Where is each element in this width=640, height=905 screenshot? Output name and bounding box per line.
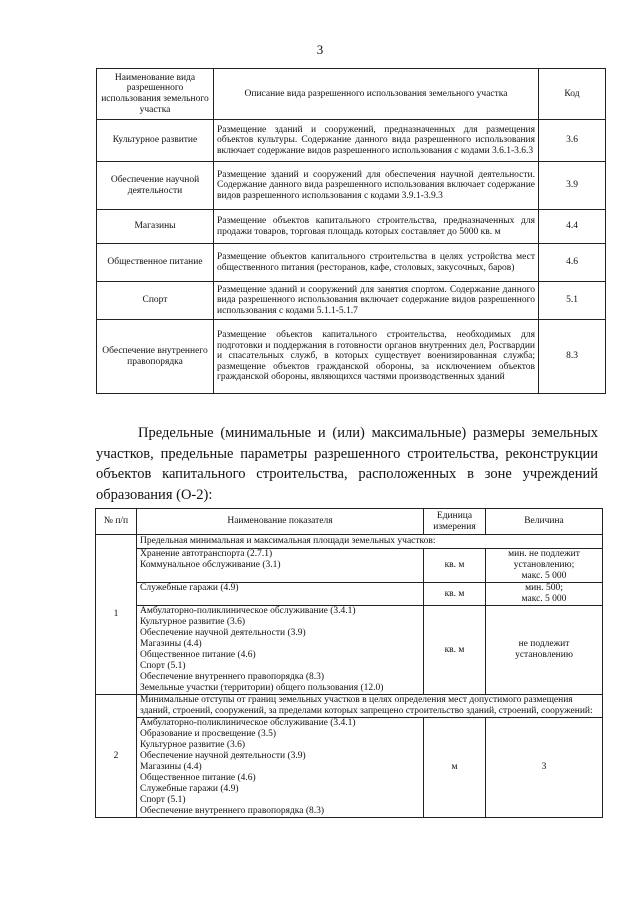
use-name: Спорт bbox=[97, 282, 214, 320]
table-row bbox=[97, 320, 606, 394]
header-description: Описание вида разрешенного использования земельного участка bbox=[214, 69, 539, 120]
section-number: 2 bbox=[96, 695, 137, 818]
unit: м bbox=[424, 718, 486, 818]
indicator-item: Обеспечение внутреннего правопорядка (8.3) bbox=[140, 672, 325, 682]
value bbox=[486, 718, 603, 818]
unit: кв. м bbox=[424, 583, 486, 606]
section-title: Минимальные отступы от границ земельных участков в целях определения мест допустимого размещения зданий, строений, сооружений, за пределами которых запрещено строительство зданий, строений, сооружений: bbox=[137, 695, 603, 718]
indicator-item: Общественное питание (4.6) bbox=[140, 650, 256, 660]
unit: кв. м bbox=[424, 606, 486, 695]
value-line: мин. не подлежит bbox=[508, 549, 580, 559]
use-description: Размещение объектов капитального строительства, необходимых для подготовки и поддержания в готовности органов внутренних дел, Росгвардии и спасательных служб, в которых существует военизированная служба; размещение объектов гражданской обороны, за исключением объектов гражданской обороны, являющихся частями производственных зданий bbox=[214, 320, 539, 394]
page-number: 3 bbox=[316, 42, 324, 57]
zone-parameters-paragraph: Предельные (минимальные и (или) максимальные) размеры земельных участков, предельные параметры разрешенного строительства, реконструкции объектов капитального строительства, расположенных в зоне учреждений образования (О-2): bbox=[96, 425, 598, 503]
indicator-item: Коммунальное обслуживание (3.1) bbox=[140, 560, 281, 570]
indicator-item: Культурное развитие (3.6) bbox=[140, 740, 246, 750]
value bbox=[486, 549, 603, 583]
table-row bbox=[97, 210, 606, 244]
value-line: не подлежит bbox=[518, 639, 570, 649]
indicator-item: Служебные гаражи (4.9) bbox=[140, 784, 239, 794]
indicator-item: Хранение автотранспорта (2.7.1) bbox=[140, 549, 273, 559]
header-name: Наименование вида разрешенного использования земельного участка bbox=[97, 69, 214, 120]
indicator-list bbox=[137, 583, 424, 606]
table-row bbox=[97, 282, 606, 320]
indicator-item: Спорт (5.1) bbox=[140, 661, 186, 671]
use-description: Размещение зданий и сооружений, предназначенных для размещения объектов культуры. Содержание данного вида разрешенного использования включает содержание видов разрешенного использования с кодами 3.6.1-3.6.3 bbox=[214, 120, 539, 162]
use-code: 8.3 bbox=[539, 320, 606, 394]
header-indicator: Наименование показателя bbox=[137, 509, 424, 535]
table-row bbox=[97, 244, 606, 282]
header-unit: Единица измерения bbox=[424, 509, 486, 535]
section-number: 1 bbox=[96, 535, 137, 695]
indicator-item: Обеспечение научной деятельности (3.9) bbox=[140, 628, 306, 638]
value bbox=[486, 606, 603, 695]
indicator-item: Обеспечение внутреннего правопорядка (8.3) bbox=[140, 806, 325, 816]
header-value: Величина bbox=[486, 509, 603, 535]
land-use-table bbox=[96, 68, 606, 394]
unit: кв. м bbox=[424, 549, 486, 583]
indicator-item: Спорт (5.1) bbox=[140, 795, 186, 805]
indicator-item: Образование и просвещение (3.5) bbox=[140, 729, 277, 739]
use-code: 3.9 bbox=[539, 162, 606, 210]
indicator-item: Магазины (4.4) bbox=[140, 762, 202, 772]
use-name: Обеспечение научной деятельности bbox=[97, 162, 214, 210]
table-row bbox=[96, 606, 603, 695]
use-code: 4.4 bbox=[539, 210, 606, 244]
value-line: установлению bbox=[515, 650, 573, 660]
header-number: № п/п bbox=[96, 509, 137, 535]
use-name: Общественное питание bbox=[97, 244, 214, 282]
table-row bbox=[96, 583, 603, 606]
indicator-item: Амбулаторно-поликлиническое обслуживание (3.4.1) bbox=[140, 606, 356, 616]
section-row bbox=[96, 535, 603, 549]
use-name: Магазины bbox=[97, 210, 214, 244]
table-row bbox=[97, 162, 606, 210]
indicator-item: Обеспечение научной деятельности (3.9) bbox=[140, 751, 306, 761]
table-row bbox=[97, 120, 606, 162]
use-name: Обеспечение внутреннего правопорядка bbox=[97, 320, 214, 394]
indicator-item: Культурное развитие (3.6) bbox=[140, 617, 246, 627]
indicator-item: Общественное питание (4.6) bbox=[140, 773, 256, 783]
value-line: 3 bbox=[541, 762, 547, 772]
value-line: макс. 5 000 bbox=[521, 571, 567, 581]
use-code: 4.6 bbox=[539, 244, 606, 282]
indicator-item: Магазины (4.4) bbox=[140, 639, 202, 649]
table-row bbox=[96, 549, 603, 583]
use-description: Размещение зданий и сооружений для занятия спортом. Содержание данного вида разрешенного использования включает содержание видов разрешенного использования с кодами 5.1.1-5.1.7 bbox=[214, 282, 539, 320]
indicator-list bbox=[137, 549, 424, 583]
indicator-item: Амбулаторно-поликлиническое обслуживание (3.4.1) bbox=[140, 718, 356, 728]
value-line: установлению; bbox=[513, 560, 575, 570]
use-description: Размещение объектов капитального строительства, предназначенных для продажи товаров, торговая площадь которых составляет до 5000 кв. м bbox=[214, 210, 539, 244]
header-code: Код bbox=[539, 69, 606, 120]
table-row bbox=[96, 718, 603, 818]
indicator-list bbox=[137, 718, 424, 818]
section-title: Предельная минимальная и максимальная площади земельных участков: bbox=[137, 535, 603, 549]
use-name: Культурное развитие bbox=[97, 120, 214, 162]
indicator-list bbox=[137, 606, 424, 695]
value-line: макс. 5 000 bbox=[521, 594, 567, 604]
use-code: 5.1 bbox=[539, 282, 606, 320]
use-description: Размещение зданий и сооружений для обеспечения научной деятельности. Содержание данного вида разрешенного использования включает содержание видов разрешенного использования с кодами 3.9.1-3.9.3 bbox=[214, 162, 539, 210]
indicator-item: Земельные участки (территории) общего пользования (12.0) bbox=[140, 683, 384, 693]
use-description: Размещение объектов капитального строительства в целях устройства мест общественного питания (ресторанов, кафе, столовых, закусочных, баров) bbox=[214, 244, 539, 282]
section-row bbox=[96, 695, 603, 718]
value bbox=[486, 583, 603, 606]
parameters-table bbox=[95, 508, 603, 818]
use-code: 3.6 bbox=[539, 120, 606, 162]
indicator-item: Служебные гаражи (4.9) bbox=[140, 583, 239, 593]
value-line: мин. 500; bbox=[525, 583, 563, 593]
